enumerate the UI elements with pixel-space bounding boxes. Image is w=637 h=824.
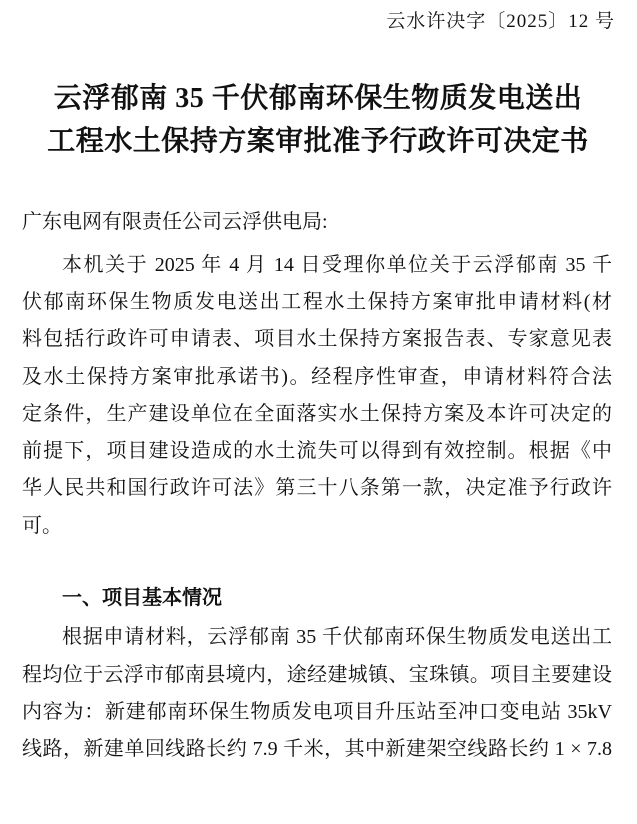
body-line: 及水土保持方案审批承诺书)。经程序性审查，申请材料符合法 xyxy=(22,366,612,388)
title-line-2: 工程水土保持方案审批准予行政许可决定书 xyxy=(47,126,589,157)
document-number: 云水许决字〔2025〕12 号 xyxy=(386,11,615,32)
body-line: 前提下，项目建设造成的水土流失可以得到有效控制。根据《中 xyxy=(22,440,612,462)
body-line: 线路，新建单回线路长约 7.9 千米，其中新建架空线路长约 1 × 7.8 xyxy=(22,738,612,760)
body-line: 内容为：新建郁南环保生物质发电项目升压站至冲口变电站 35kV xyxy=(22,701,612,723)
body-line: 本机关于 2025 年 4 月 14 日受理你单位关于云浮郁南 35 千 xyxy=(62,254,612,276)
body-line: 根据申请材料，云浮郁南 35 千伏郁南环保生物质发电送出工 xyxy=(62,626,612,648)
body-line: 华人民共和国行政许可法》第三十八条第一款，决定准予行政许 xyxy=(22,477,612,499)
body-line: 可。 xyxy=(22,515,62,537)
body-line: 定条件，生产建设单位在全面落实水土保持方案及本许可决定的 xyxy=(22,403,612,425)
body-line: 料包括行政许可申请表、项目水土保持方案报告表、专家意见表 xyxy=(22,328,612,350)
section-heading: 一、项目基本情况 xyxy=(62,587,222,609)
body-line: 伏郁南环保生物质发电送出工程水土保持方案审批申请材料(材 xyxy=(22,291,612,313)
body-line: 程均位于云浮市郁南县境内，途经建城镇、宝珠镇。项目主要建设 xyxy=(22,664,612,686)
title-line-1: 云浮郁南 35 千伏郁南环保生物质发电送出 xyxy=(53,83,583,114)
addressee: 广东电网有限责任公司云浮供电局: xyxy=(22,211,328,233)
